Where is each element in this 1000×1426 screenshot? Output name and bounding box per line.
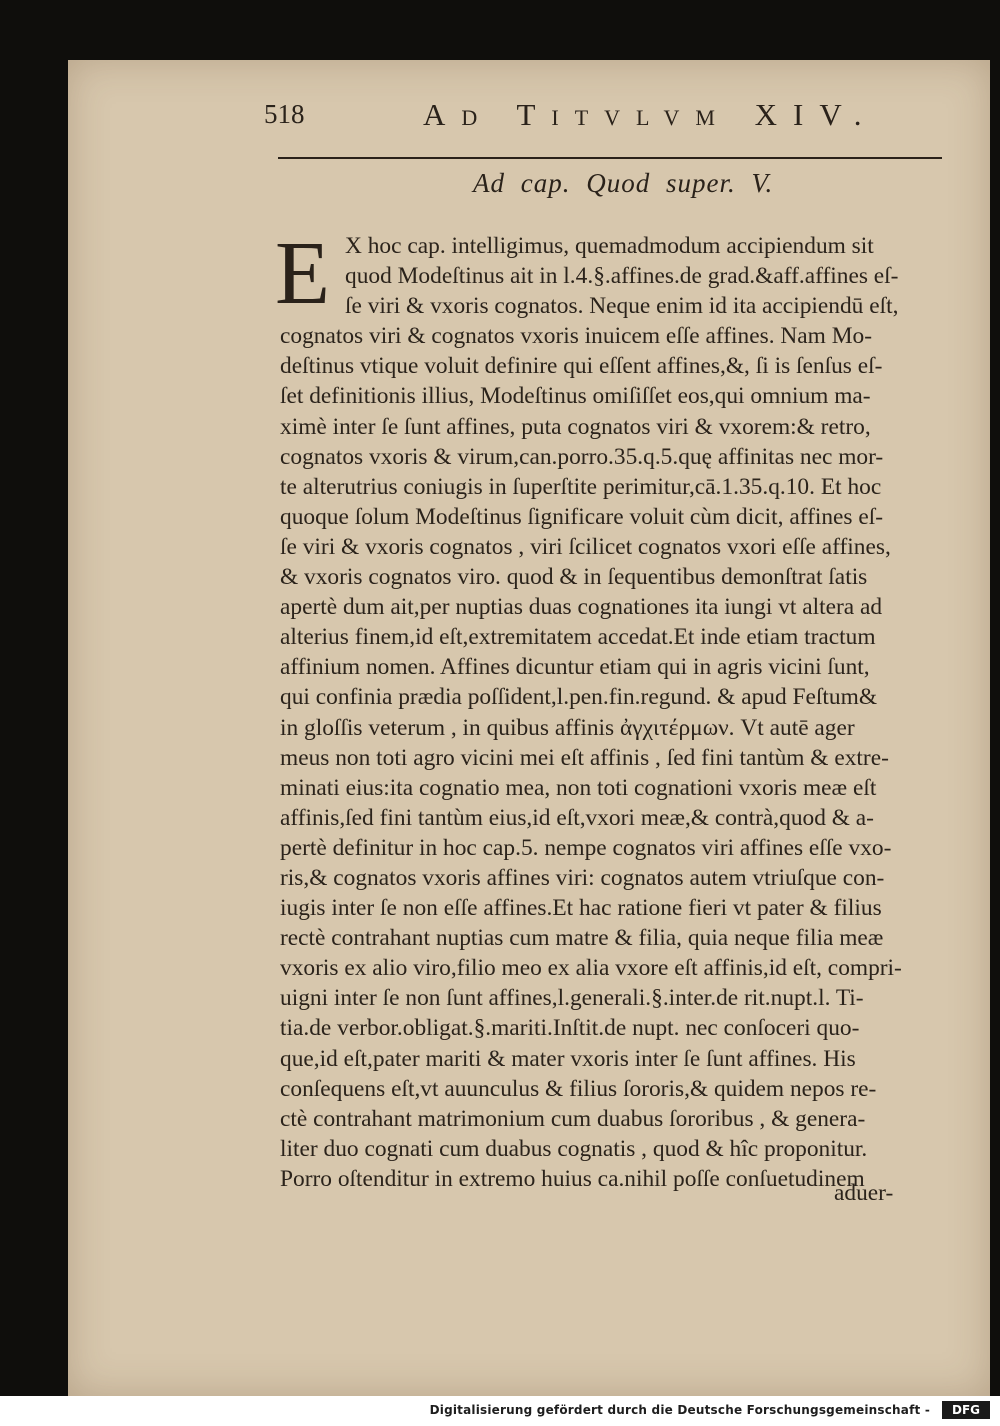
header-rule (278, 157, 942, 159)
body-line: ximè inter ſe ſunt affines, puta cognatos viri & vxorem:& retro, (280, 413, 871, 440)
body-line: iugis inter ſe non eſſe affines.Et hac ratione fieri vt pater & filius (280, 895, 882, 922)
body-line: affinis,ſed fini tantùm eius,id eſt,vxori meæ,& contrà,quod & a- (280, 804, 874, 831)
body-line: quoque ſolum Modeſtinus ſignificare voluit cùm dicit, affines eſ- (280, 503, 884, 530)
body-line: meus non toti agro vicini mei eſt affinis , ſed fini tantùm & extre- (280, 744, 889, 771)
drop-cap: E (275, 224, 330, 323)
catchword: aduer- (834, 1180, 894, 1206)
dfg-logo: DFG (942, 1401, 990, 1419)
body-line: ctè contrahant matrimonium cum duabus ſororibus , & genera- (280, 1105, 866, 1132)
body-line: & vxoris cognatos viro. quod & in ſequentibus demonſtrat ſatis (280, 564, 868, 591)
body-line: minati eius:ita cognatio mea, non toti cognationi vxoris meæ eſt (280, 774, 877, 801)
body-line: conſequens eſt,vt auunculus & filius ſororis,& quidem nepos re- (280, 1075, 877, 1102)
body-line: rectè contrahant nuptias cum matre & filia, quia neque filia meæ (280, 925, 884, 952)
body-line: cognatos vxoris & virum,can.porro.35.q.5.quę affinitas nec mor- (280, 443, 884, 470)
body-line: apertè dum ait,per nuptias duas cognationes ita iungi vt altera ad (280, 594, 883, 621)
body-line: deſtinus vtique voluit definire qui eſſent affines,&, ſi is ſenſus eſ- (280, 353, 883, 380)
body-line: quod Modeſtinus ait in l.4.§.affines.de grad.&aff.affines eſ- (345, 263, 899, 290)
body-line: X hoc cap. intelligimus, quemadmodum accipiendum sit (345, 233, 874, 259)
body-line: vxoris ex alio viro,filio meo ex alia vxore eſt affinis,id eſt, compri- (280, 955, 902, 982)
body-line: ſet definitionis illius, Modeſtinus omiſiſſet eos,qui omnium ma- (280, 383, 871, 410)
body-line: que,id eſt,pater mariti & mater vxoris inter ſe ſunt affines. His (280, 1045, 856, 1072)
body-line: ſe viri & vxoris cognatos. Neque enim id ita accipiendū eſt, (345, 293, 899, 320)
body-line: tia.de verbor.obligat.§.mariti.Inſtit.de nupt. nec conſoceri quo- (280, 1015, 860, 1042)
body-line: affinium nomen. Affines dicuntur etiam qui in agris vicini ſunt, (280, 654, 870, 681)
footer-bar (0, 1396, 1000, 1426)
body-line: in gloſſis veterum , in quibus affinis ἀγχιτέρμων. Vt autē ager (280, 714, 855, 741)
page-number: 518 (264, 99, 305, 129)
body-line: uigni inter ſe non ſunt affines,l.generali.§.inter.de rit.nupt.l. Ti- (280, 985, 864, 1012)
body-line: qui confinia prædia poſſident,l.pen.fin.regund. & apud Feſtum& (280, 684, 878, 711)
body-line: cognatos viri & cognatos vxoris inuicem eſſe affines. Nam Mo- (280, 323, 872, 350)
running-title: Ad Titvlvm XIV. (423, 97, 878, 132)
page-header (68, 85, 990, 135)
body-line: liter duo cognati cum duabus cognatis , quod & hîc proponitur. (280, 1135, 868, 1162)
chapter-heading: Ad cap. Quod super. V. (473, 168, 774, 198)
body-line: te alterutrius coniugis in ſuperſtite perimitur,cā.1.35.q.10. Et hoc (280, 473, 882, 500)
body-line: Porro oſtenditur in extremo huius ca.nihil poſſe conſuetudinem (280, 1165, 865, 1192)
body-line: alterius finem,id eſt,extremitatem accedat.Et inde etiam tractum (280, 624, 876, 651)
body-line: ris,& cognatos vxoris affines viri: cognatos autem vtriuſque con- (280, 864, 885, 891)
footer-credit: Digitalisierung gefördert durch die Deutsche Forschungsgemeinschaft - (429, 1403, 930, 1417)
body-line: pertè definitur in hoc cap.5. nempe cognatos viri affines eſſe vxo- (280, 834, 892, 861)
body-text (280, 231, 970, 1194)
body-line: ſe viri & vxoris cognatos , viri ſcilicet cognatos vxori eſſe affines, (280, 533, 891, 560)
